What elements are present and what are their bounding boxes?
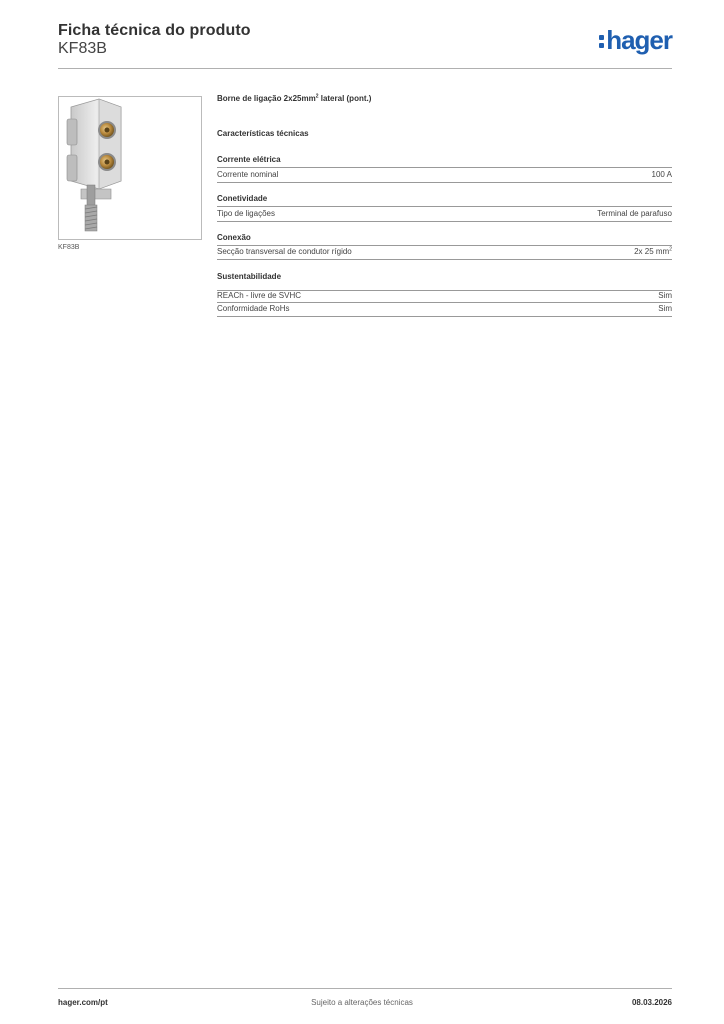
- header-divider: [58, 68, 672, 69]
- footer-notice: Sujeito a alterações técnicas: [311, 998, 413, 1007]
- terminal-block-icon: [59, 97, 201, 239]
- spec-row: [217, 290, 672, 303]
- group-title: Conexão: [217, 233, 672, 246]
- spec-value: Sim: [658, 304, 672, 313]
- spec-row: [217, 170, 672, 183]
- spec-row: [217, 209, 672, 222]
- page-header: [58, 20, 672, 70]
- spec-value: Terminal de parafuso: [597, 209, 672, 218]
- product-code: KF83B: [58, 40, 107, 57]
- spec-label: Tipo de ligações: [217, 209, 275, 218]
- footer-date: 08.03.2026: [631, 998, 672, 1007]
- group-title: Conetividade: [217, 194, 672, 207]
- group-title: Sustentabilidade: [217, 272, 282, 281]
- logo-colon-icon: [599, 31, 604, 49]
- hager-logo: [599, 26, 672, 54]
- section-title: Características técnicas: [217, 129, 309, 138]
- product-description: Borne de ligação $2x25mm^2$ lateral (pont.): [217, 93, 372, 103]
- spec-label: Secção transversal de condutor rígido: [217, 247, 352, 256]
- image-caption: KF83B: [58, 244, 80, 251]
- product-image: [58, 96, 202, 240]
- spec-label: Conformidade RoHs: [217, 304, 290, 313]
- spec-value: Sim: [658, 291, 672, 300]
- spec-value: 100 A: [651, 170, 672, 179]
- spec-row: [217, 304, 672, 317]
- spec-row: [217, 247, 672, 260]
- logo-text: hager: [606, 25, 672, 55]
- spec-label: Corrente nominal: [217, 170, 279, 179]
- document-title: Ficha técnica do produto: [58, 22, 251, 39]
- footer-website-link[interactable]: hager.com/pt: [58, 998, 108, 1007]
- group-title: Corrente elétrica: [217, 155, 672, 168]
- footer-divider: [58, 988, 672, 989]
- spec-label: REACh - livre de SVHC: [217, 291, 302, 300]
- spec-value: 2x 25 $mm^2$: [634, 246, 672, 256]
